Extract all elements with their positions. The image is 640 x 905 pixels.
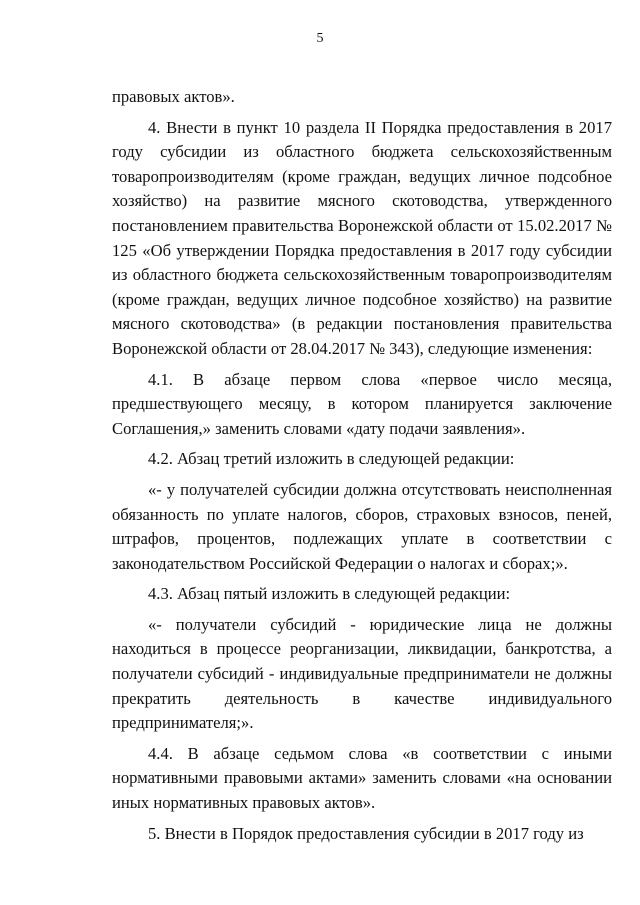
paragraph: правовых актов».	[112, 87, 235, 106]
paragraph: 4.2. Абзац третий изложить в следующей редакции:	[148, 449, 515, 469]
page-number: 5	[316, 31, 324, 46]
paragraph: 4.3. Абзац пятый изложить в следующей редакции:	[148, 584, 511, 604]
paragraph: 5. Внести в Порядок предоставления субсидии в 2017 году из	[148, 823, 584, 843]
paragraph: 4.1. В абзаце первом слова «первое число месяца, предшествующего месяцу, в котором планируется заключение Соглашения,» заменить словами «дату подачи заявления».	[112, 369, 612, 438]
document-body	[112, 85, 612, 852]
paragraph: «- получатели субсидий - юридические лица не должны находиться в процессе реорганизации, ликвидации, банкротства, а получатели субсидий - индивидуальные предприниматели не должны прекратить деятельность в качестве индивидуального предпринимателя;».	[112, 614, 612, 733]
paragraph: «- у получателей субсидии должна отсутствовать неисполненная обязанность по уплате налогов, сборов, страховых взносов, пеней, штрафов, процентов, подлежащих уплате в соответствии с законодательством Российской Федерации о налогах и сборах;».	[112, 479, 612, 573]
paragraph: 4.4. В абзаце седьмом слова «в соответствии с иными нормативными правовыми актами» заменить словами «на основании иных нормативных правовых актов».	[112, 743, 612, 813]
paragraph: 4. Внести в пункт 10 раздела II Порядка предоставления в 2017 году субсидии из областного бюджета сельскохозяйственным товаропроизводителям (кроме граждан, ведущих личное подсобное хозяйство) на развитие мясного скотоводства, утвержденного постановлением правительства Воронежской области от 15.02.2017 № 125 «Об утверждении Порядка предоставления в 2017 году субсидии из областного бюджета сельскохозяйственным товаропроизводителям (кроме граждан, ведущих личное подсобное хозяйство) на развитие мясного скотоводства» (в редакции постановления правительства Воронежской области от 28.04.2017 № 343), следующие изменения:	[112, 117, 612, 358]
